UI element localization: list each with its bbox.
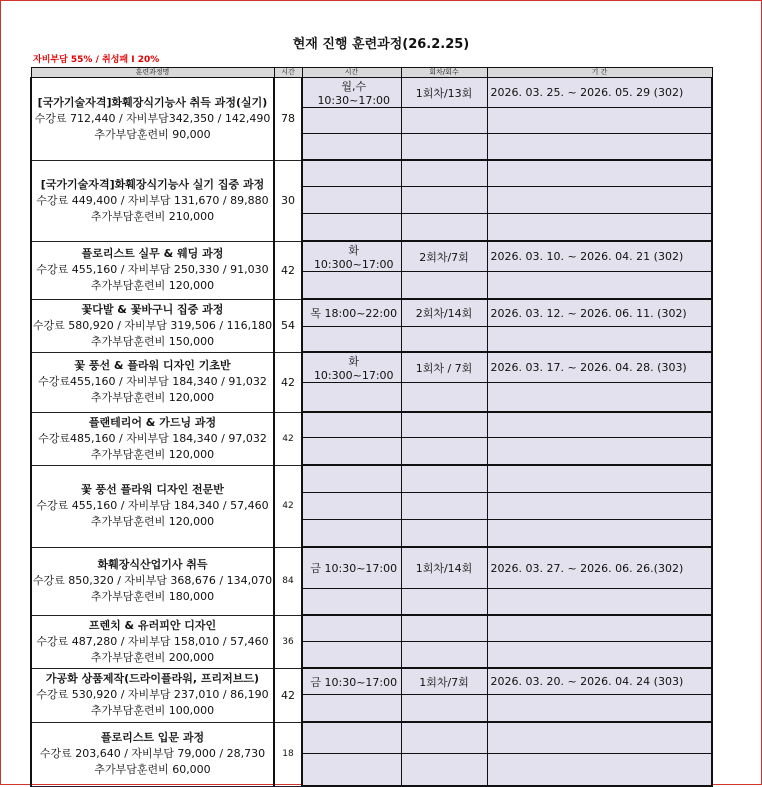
slot-period — [487, 465, 712, 493]
table-row — [31, 668, 712, 695]
course-info-cell — [31, 160, 274, 241]
course-extra: 추가부담훈련비 120,000 — [90, 447, 215, 461]
course-extra: 추가부담훈련비 200,000 — [90, 650, 215, 664]
slot-time — [302, 134, 401, 161]
course-fee: 수강료 487,280 / 자비부담 158,010 / 57,460 — [36, 634, 269, 648]
slot-period — [487, 134, 712, 161]
slot-period — [487, 722, 712, 754]
slot-period — [487, 642, 712, 669]
course-hours: 78 — [274, 78, 302, 161]
slot-period — [487, 108, 712, 134]
table-row — [31, 160, 712, 187]
slot-time: 금 10:30~17:00 — [302, 547, 401, 589]
slot-period — [487, 327, 712, 353]
course-info-cell — [31, 412, 274, 465]
table-row — [31, 352, 712, 383]
slot-session — [401, 327, 487, 353]
course-fee: 수강료 455,160 / 자비부담 184,340 / 57,460 — [36, 499, 269, 512]
slot-period: 2026. 03. 25. ~ 2026. 05. 29 (302) — [487, 78, 712, 108]
page-title: 현재 진행 훈련과정(26.2.25) — [292, 37, 470, 52]
course-name: 꽃 풍선 & 플라워 디자인 기초반 — [74, 359, 231, 372]
slot-session — [401, 214, 487, 242]
course-hours: 42 — [274, 412, 302, 465]
table-row — [31, 299, 712, 327]
course-extra: 추가부담훈련비 210,000 — [90, 209, 215, 223]
slot-period: 2026. 03. 27. ~ 2026. 06. 26.(302) — [487, 547, 712, 589]
header-time: 시간 — [302, 68, 401, 78]
course-info-cell — [31, 722, 274, 786]
course-extra: 추가부담훈련비 120,000 — [90, 279, 215, 292]
subsidy-note: 자비부담 55% / 취성패 I 20% — [33, 55, 160, 65]
course-extra: 추가부담훈련비 120,000 — [90, 515, 215, 528]
slot-period — [487, 520, 712, 548]
course-hours: 84 — [274, 547, 302, 615]
slot-period — [487, 615, 712, 642]
slot-period — [487, 754, 712, 787]
slot-session: 2회차/7회 — [401, 241, 487, 272]
slot-period: 2026. 03. 12. ~ 2026. 06. 11. (302) — [487, 299, 712, 327]
course-fee: 수강료 203,640 / 자비부담 79,000 / 28,730 — [39, 747, 266, 760]
slot-period — [487, 383, 712, 413]
course-table — [30, 67, 713, 787]
course-info-cell — [31, 465, 274, 547]
slot-period: 2026. 03. 20. ~ 2026. 04. 24 (303) — [487, 668, 712, 695]
course-info-cell — [31, 668, 274, 722]
slot-time — [302, 438, 401, 466]
course-name: 꽃다발 & 꽃바구니 집중 과정 — [81, 302, 224, 316]
slot-period: 2026. 03. 10. ~ 2026. 04. 21 (302) — [487, 241, 712, 272]
slot-time — [302, 214, 401, 242]
course-fee: 수강료 449,400 / 자비부담 131,670 / 89,880 — [36, 193, 269, 207]
course-extra: 추가부담훈련비 120,000 — [90, 391, 215, 404]
slot-session — [401, 438, 487, 466]
course-name: 플랜테리어 & 가드닝 과정 — [88, 415, 217, 429]
course-fee: 수강료 712,440 / 자비부담342,350 / 142,490 — [34, 111, 271, 125]
slot-period — [487, 695, 712, 723]
course-hours: 18 — [274, 722, 302, 786]
course-hours: 42 — [274, 241, 302, 299]
table-row — [31, 412, 712, 438]
course-name: 화훼장식산업기사 취득 — [97, 558, 208, 571]
slot-session: 1회차 / 7회 — [401, 352, 487, 383]
course-hours: 42 — [274, 668, 302, 722]
slot-session — [401, 695, 487, 723]
slot-time — [302, 465, 401, 493]
slot-time — [302, 493, 401, 520]
course-name: 꽃 풍선 플라워 디자인 전문반 — [81, 483, 224, 496]
slot-period — [487, 272, 712, 300]
course-info-cell — [31, 615, 274, 668]
course-info-cell — [31, 78, 274, 161]
header-course-name: 훈련과정명 — [31, 68, 274, 78]
slot-time: 목 18:00~22:00 — [302, 299, 401, 327]
slot-period — [487, 589, 712, 616]
slot-time — [302, 722, 401, 754]
slot-time: 화 10:300~17:00 — [302, 241, 401, 272]
table-row — [31, 547, 712, 589]
slot-time — [302, 383, 401, 413]
course-name: 플로리스트 입문 과정 — [100, 731, 205, 744]
header-session: 회차/회수 — [401, 68, 487, 78]
slot-session: 1회차/13회 — [401, 78, 487, 108]
slot-time — [302, 642, 401, 669]
slot-time: 금 10:30~17:00 — [302, 668, 401, 695]
course-info-cell — [31, 352, 274, 412]
slot-time — [302, 754, 401, 787]
table-row — [31, 241, 712, 272]
header-hours: 시간 — [274, 68, 302, 78]
slot-session — [401, 722, 487, 754]
slot-time — [302, 272, 401, 300]
header-period: 기 간 — [487, 68, 712, 78]
table-row — [31, 615, 712, 642]
slot-time — [302, 615, 401, 642]
course-hours: 42 — [274, 352, 302, 412]
slot-time — [302, 108, 401, 134]
slot-time — [302, 327, 401, 353]
course-fee: 수강료 530,920 / 자비부담 237,010 / 86,190 — [36, 688, 269, 701]
table-row — [31, 465, 712, 493]
course-info-cell — [31, 547, 274, 615]
course-name: 플로리스트 실무 & 웨딩 과정 — [81, 247, 224, 260]
course-extra: 추가부담훈련비 90,000 — [94, 127, 211, 141]
slot-time — [302, 695, 401, 723]
slot-session — [401, 160, 487, 187]
slot-period — [487, 412, 712, 438]
table-header-row — [31, 68, 712, 78]
slot-time — [302, 412, 401, 438]
slot-time: 월,수 10:30~17:00 — [302, 78, 401, 108]
slot-session — [401, 493, 487, 520]
course-hours: 42 — [274, 465, 302, 547]
course-hours: 30 — [274, 160, 302, 241]
slot-time — [302, 520, 401, 548]
course-name: 프렌치 & 유러피안 디자인 — [88, 618, 217, 632]
slot-period: 2026. 03. 17. ~ 2026. 04. 28. (303) — [487, 352, 712, 383]
slot-session — [401, 465, 487, 493]
slot-time — [302, 160, 401, 187]
slot-session — [401, 108, 487, 134]
slot-period — [487, 493, 712, 520]
course-hours: 54 — [274, 299, 302, 352]
slot-session — [401, 642, 487, 669]
slot-session: 2회차/14회 — [401, 299, 487, 327]
course-name: 가공화 상품제작(드라이플라워, 프리저브드) — [45, 672, 260, 685]
slot-session — [401, 383, 487, 413]
table-body — [31, 78, 712, 787]
slot-time — [302, 187, 401, 214]
slot-session — [401, 589, 487, 616]
course-fee: 수강료485,160 / 자비부담 184,340 / 97,032 — [38, 431, 267, 445]
slot-session: 1회차/14회 — [401, 547, 487, 589]
slot-period — [487, 160, 712, 187]
course-fee: 수강료455,160 / 자비부담 184,340 / 91,032 — [38, 375, 267, 388]
course-fee: 수강료 580,920 / 자비부담 319,506 / 116,180 — [32, 318, 273, 332]
slot-time: 화 10:300~17:00 — [302, 352, 401, 383]
course-name: [국가기술자격]화훼장식기능사 취득 과정(실기) — [37, 95, 268, 109]
slot-period — [487, 438, 712, 466]
table-row — [31, 722, 712, 754]
slot-session: 1회차/7회 — [401, 668, 487, 695]
course-fee: 수강료 850,320 / 자비부담 368,676 / 134,070 — [32, 574, 273, 587]
slot-time — [302, 589, 401, 616]
course-hours: 36 — [274, 615, 302, 668]
slot-period — [487, 187, 712, 214]
course-fee: 수강료 455,160 / 자비부담 250,330 / 91,030 — [36, 263, 269, 276]
slot-session — [401, 187, 487, 214]
course-info-cell — [31, 241, 274, 299]
course-extra: 추가부담훈련비 100,000 — [90, 704, 215, 717]
course-extra: 추가부담훈련비 150,000 — [90, 334, 215, 348]
slot-session — [401, 412, 487, 438]
slot-session — [401, 520, 487, 548]
course-extra: 추가부담훈련비 60,000 — [94, 763, 211, 776]
slot-session — [401, 272, 487, 300]
course-extra: 추가부담훈련비 180,000 — [90, 590, 215, 603]
slot-session — [401, 754, 487, 787]
course-info-cell — [31, 299, 274, 352]
course-name: [국가기술자격]화훼장식기능사 실기 집중 과정 — [40, 177, 265, 191]
slot-session — [401, 615, 487, 642]
slot-session — [401, 134, 487, 161]
table-row — [31, 78, 712, 108]
slot-period — [487, 214, 712, 242]
